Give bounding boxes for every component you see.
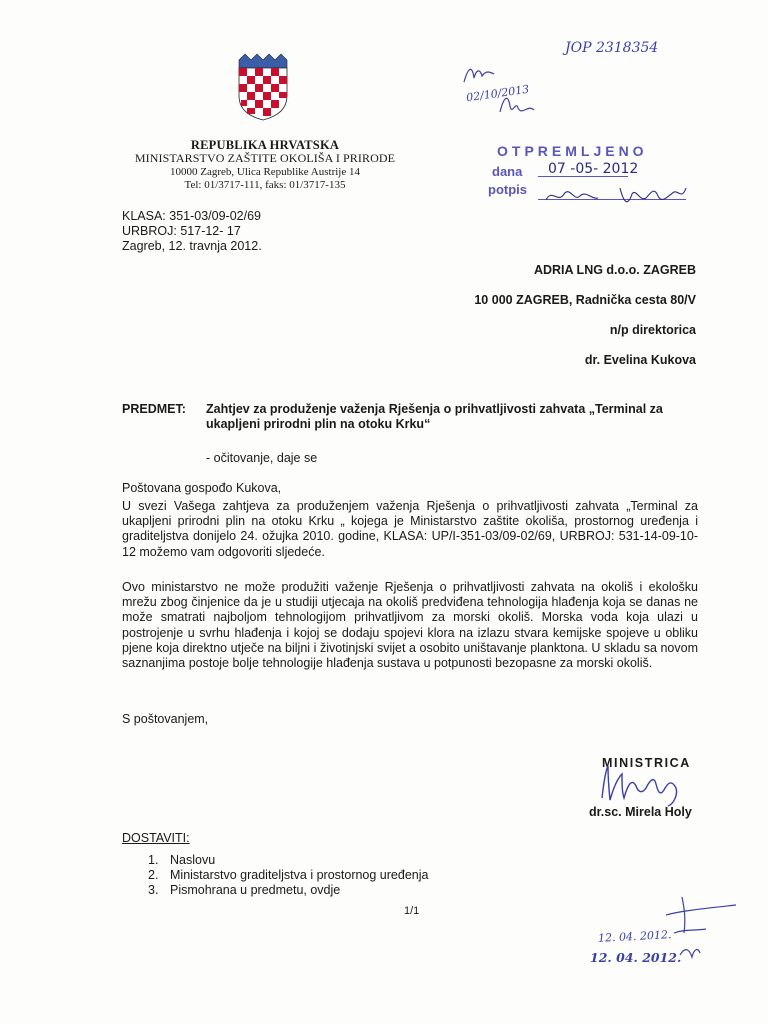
subject-label: PREDMET:	[122, 402, 186, 416]
recipient-attention: n/p direktorica	[609, 323, 696, 337]
handwritten-date-2: 12. 04. 2012.	[590, 950, 682, 965]
klasa: KLASA: 351-03/09-02/69	[122, 209, 261, 223]
signatory-title: MINISTRICA	[602, 756, 691, 770]
ministry-phone: Tel: 01/3717-111, faks: 01/3717-135	[184, 178, 346, 191]
salutation: Poštovana gospođo Kukova,	[122, 481, 282, 495]
body-paragraph-2: Ovo ministarstvo ne može produžiti važenje Rješenja o prihvatljivosti zahvata na okoliš i ekološku mrežu zbog činjenice da je u studiji utjecaja na okoliš predviđena tehnologija hlađenja koja se danas ne može smatrati najboljom tehnologijom prihvatljivom za morski okoliš. Morska voda koja ulazi u postrojenje u svrhu hlađenja i kojoj se dodaju spojevi klora na izlazu stvara kemijske spojeve u obliku pjene koja direktno utječe na biljni i životinjski svijet a osobito uništavanje planktona. U skladu sa novom saznanjima postoje bolje tehnologije hlađenja sustava u potpunosti bezopasne za morski okoliš.	[122, 580, 698, 671]
list-item: 2. Ministarstvo graditeljstva i prostornog uređenja	[148, 868, 429, 882]
recipient-name: dr. Evelina Kukova	[584, 353, 696, 367]
ministry-address: 10000 Zagreb, Ulica Republike Austrije 14	[169, 166, 360, 179]
republic-name: REPUBLIKA HRVATSKA	[190, 138, 340, 152]
handwritten-date-1: 12. 04. 2012.	[597, 928, 672, 945]
stamp-signature-label: potpis	[488, 182, 527, 197]
list-item: 1. Naslovu	[148, 853, 216, 867]
subject-text: Zahtjev za produženje važenja Rješenja o prihvatljivosti zahvata „Terminal za ukapljeni prirodni plin na otoku Krku“	[206, 402, 663, 431]
body-paragraph-1: U svezi Vašega zahtjeva za produženjem važenja Rješenja o prihvatljivosti zahvata „Terminal za ukapljeni prirodni plin na otoku Krku „ kojega je Ministarstvo zaštite okoliša, prostornog uređenja i graditeljstva donijelo 24. ožujka 2010. godine, KLASA: UP/I-351-03/09-02/69, URBROJ: 531-14-09-10-12 možemo vam odgovoriti sljedeće.	[122, 499, 698, 559]
handwritten-signature-bottom-icon	[660, 893, 740, 963]
recipient-block	[474, 263, 696, 383]
stamp-date-label: dana	[492, 164, 523, 179]
closing: S poštovanjem,	[122, 712, 209, 726]
stamp-signature-icon	[540, 178, 690, 210]
urbroj: URBROJ: 517-12- 17	[122, 224, 241, 238]
signatory-name: dr.sc. Mirela Holy	[589, 805, 692, 819]
handwritten-reference: JOP 2318354	[565, 40, 659, 56]
distribution-list	[148, 853, 428, 898]
distribution-label: DOSTAVITI:	[122, 831, 190, 845]
place-date: Zagreb, 12. travnja 2012.	[122, 239, 262, 253]
list-item: 3. Pismohrana u predmetu, ovdje	[148, 883, 341, 897]
handwritten-initials-date: 02/10/2013	[465, 82, 531, 105]
subject-note: - očitovanje, daje se	[206, 451, 318, 465]
letterhead	[120, 138, 410, 191]
stamp-date-value: 07 -05- 2012	[548, 161, 639, 177]
coat-of-arms-icon	[233, 52, 293, 122]
page-number: 1/1	[404, 905, 420, 917]
recipient-company: ADRIA LNG d.o.o. ZAGREB	[533, 263, 696, 277]
ministry-name: MINISTARSTVO ZAŠTITE OKOLIŠA I PRIRODE	[134, 151, 396, 166]
handwritten-signature-icon	[596, 760, 686, 808]
document-meta	[122, 209, 262, 254]
stamp-title: OTPREMLJENO	[497, 143, 648, 159]
recipient-address: 10 000 ZAGREB, Radnička cesta 80/V	[474, 293, 696, 307]
